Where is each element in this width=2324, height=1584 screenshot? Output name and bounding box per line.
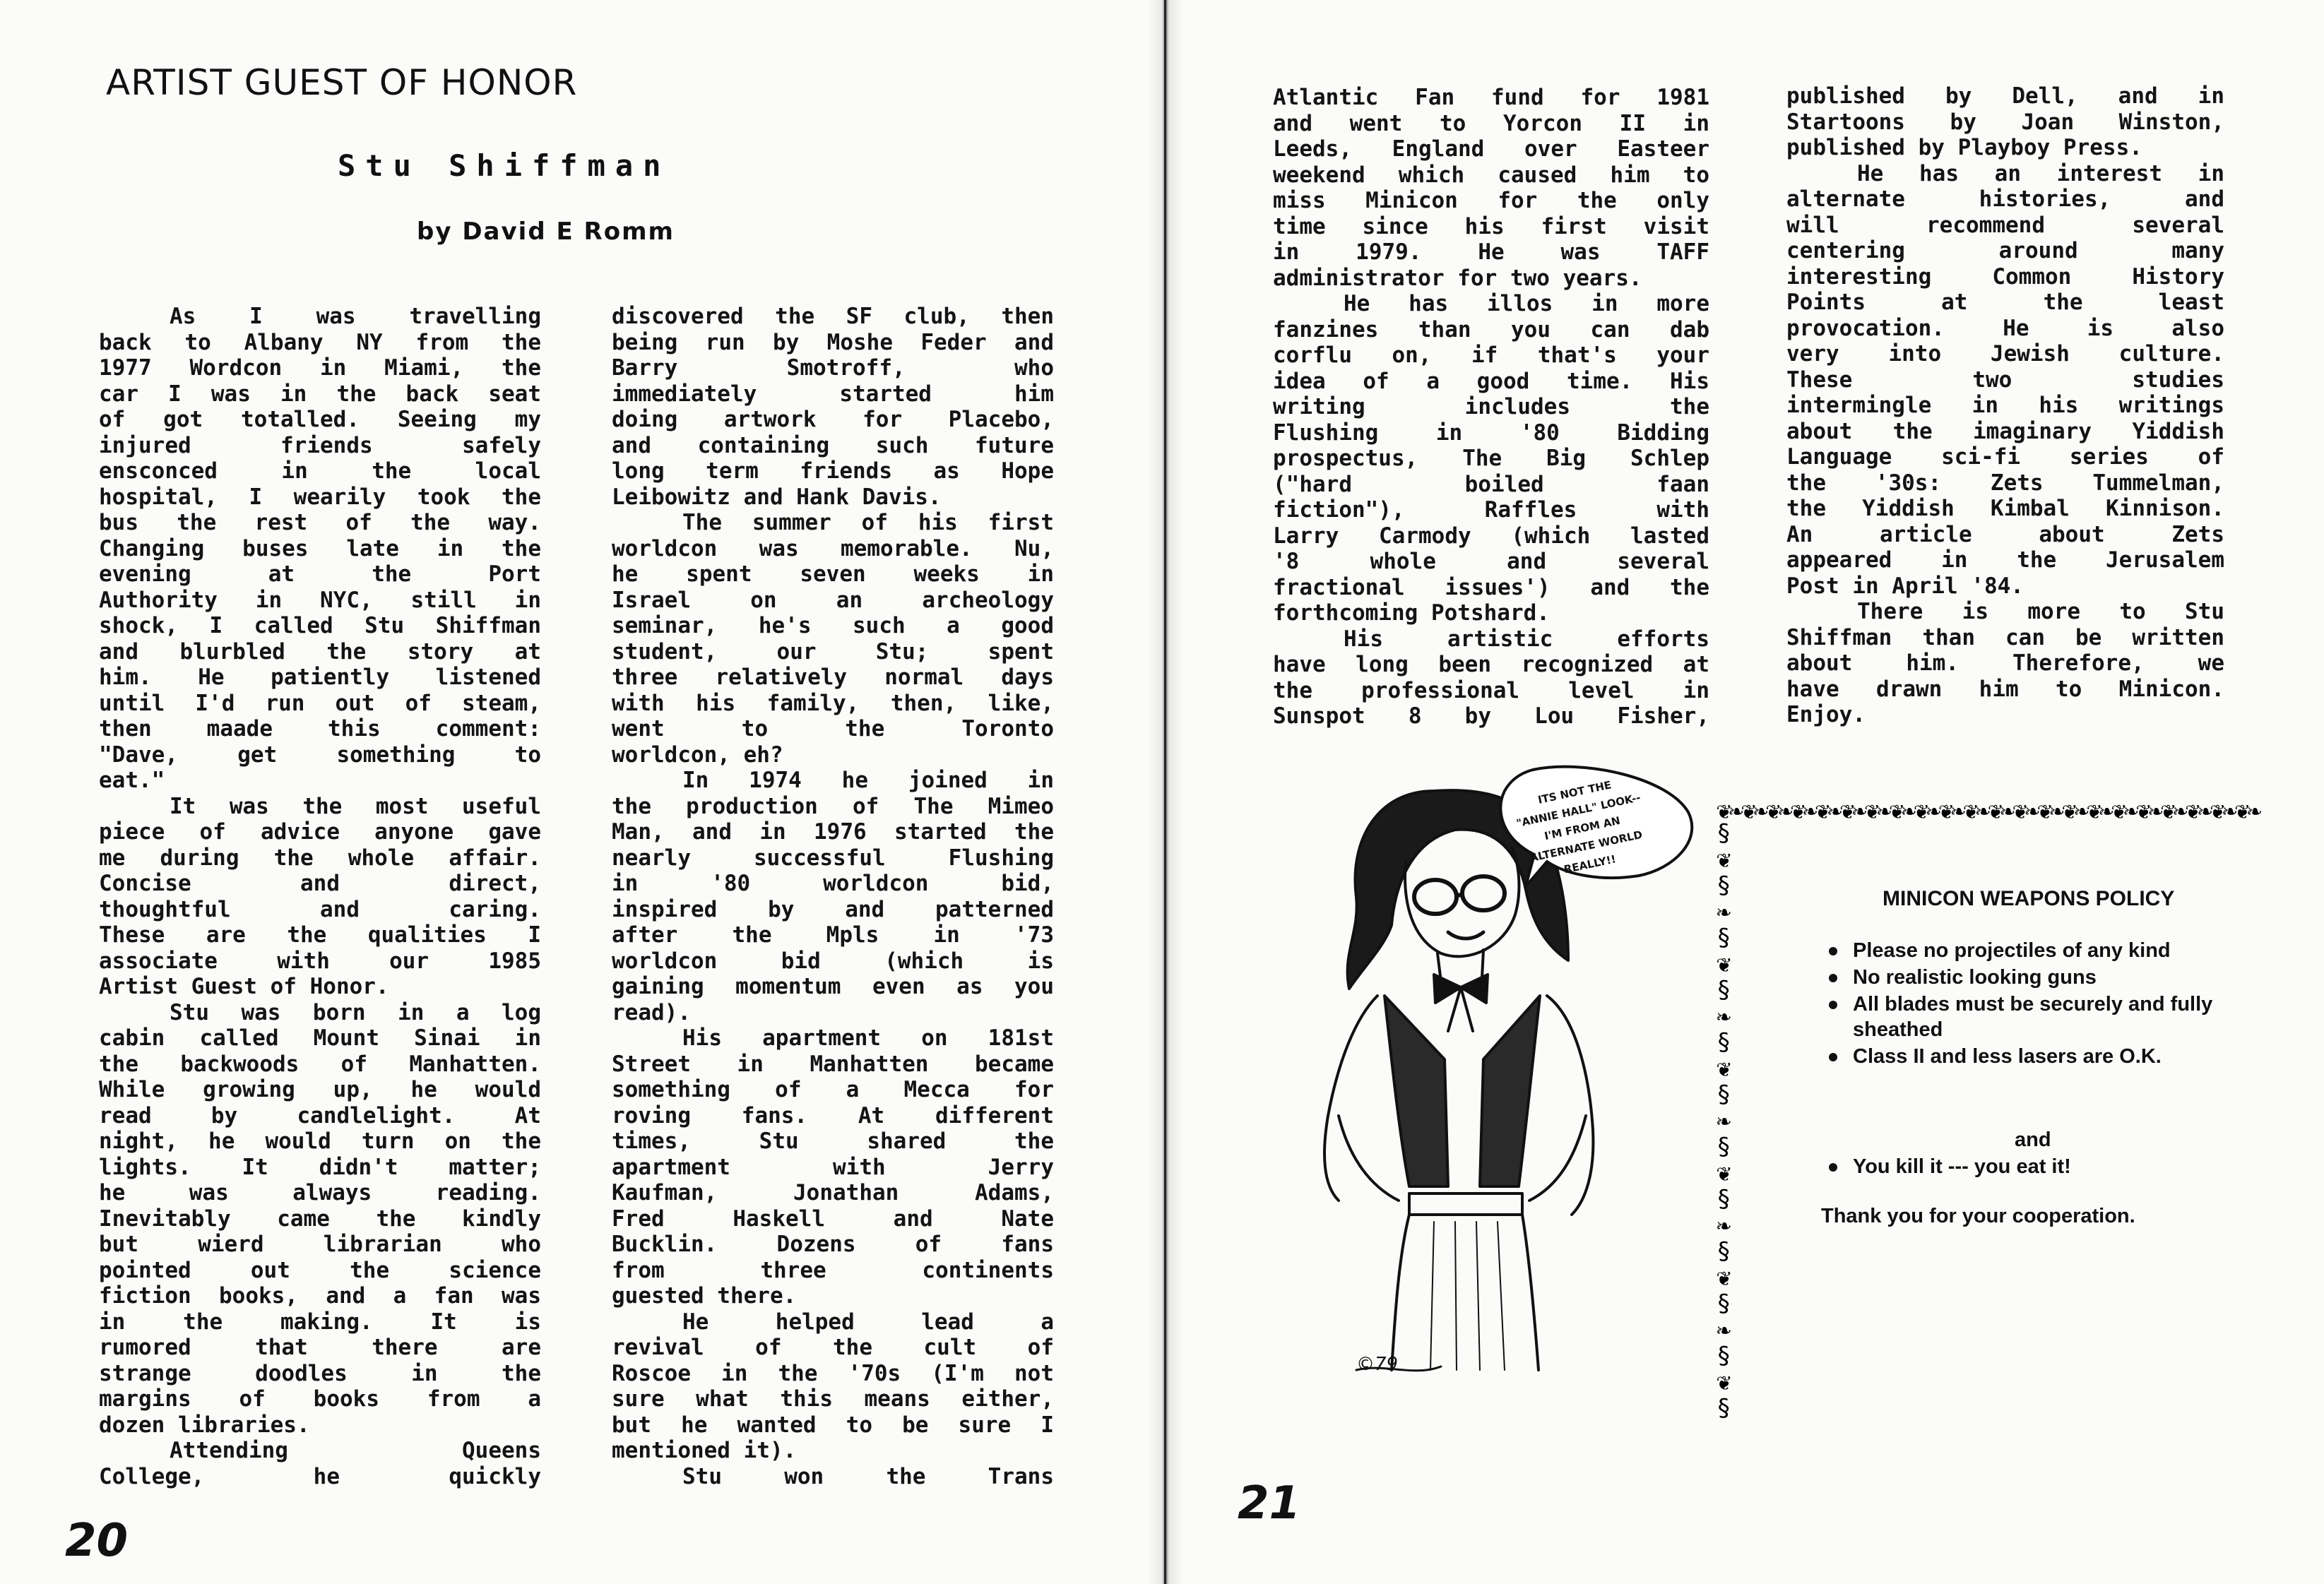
text-line: he was always reading. bbox=[99, 1180, 541, 1205]
text-line: have drawn him to Minicon. bbox=[1786, 676, 2224, 702]
text-line: Bucklin. Dozens of fans bbox=[612, 1232, 1054, 1257]
text-line: rumored that there are bbox=[99, 1335, 541, 1360]
text-line: immediately started him bbox=[612, 381, 1054, 407]
text-line: While growing up, he would bbox=[99, 1077, 541, 1102]
text-line: revival of the cult of bbox=[612, 1335, 1054, 1360]
text-line: went to the Toronto bbox=[612, 716, 1054, 742]
text-line: The summer of his first bbox=[682, 510, 1054, 535]
text-line: writing includes the bbox=[1273, 394, 1709, 419]
text-line: fiction"), Raffles with bbox=[1273, 497, 1709, 523]
bow-tie bbox=[1434, 975, 1488, 1031]
text-line: Changing buses late in the bbox=[99, 535, 541, 561]
text-line: interesting Common History bbox=[1786, 263, 2224, 290]
text-line: Post in April '84. bbox=[1786, 573, 2024, 599]
text-line: idea of a good time. His bbox=[1273, 368, 1709, 394]
text-line: 1977 Wordcon in Miami, the bbox=[99, 355, 541, 381]
text-line: Stu won the Trans bbox=[682, 1463, 1054, 1489]
text-line: the backwoods of Manhatten. bbox=[99, 1051, 541, 1077]
glasses-right-lens bbox=[1462, 876, 1505, 910]
text-line: Flushing in '80 Bidding bbox=[1273, 419, 1709, 446]
text-line: doing artwork for Placebo, bbox=[612, 407, 1054, 432]
text-line: three relatively normal days bbox=[612, 665, 1054, 690]
text-line: Authority in NYC, still in bbox=[99, 587, 541, 613]
text-line: time since his first visit bbox=[1273, 213, 1709, 239]
text-line: alternate histories, and bbox=[1786, 186, 2224, 212]
text-line: the Yiddish Kimbal Kinnison. bbox=[1786, 496, 2224, 521]
text-line: the '30s: Zets Tummelman, bbox=[1786, 470, 2224, 496]
text-line: read by candlelight. At bbox=[99, 1102, 541, 1129]
text-line: Sunspot 8 by Lou Fisher, bbox=[1273, 703, 1709, 729]
text-line: he spent seven weeks in bbox=[612, 561, 1054, 587]
text-line: Leeds, England over Easteer bbox=[1273, 136, 1709, 162]
text-line: me during the whole affair. bbox=[99, 845, 541, 871]
text-line: long term friends as Hope bbox=[612, 458, 1054, 484]
text-line: forthcoming Potshard. bbox=[1273, 600, 1550, 626]
text-line: evening at the Port bbox=[99, 561, 541, 587]
text-line: after the Mpls in '73 bbox=[612, 922, 1054, 948]
text-line: Artist Guest of Honor. bbox=[99, 974, 389, 999]
text-line: Points at the least bbox=[1786, 290, 2224, 315]
text-line: in '80 worldcon bid, bbox=[612, 871, 1054, 896]
text-line: about the imaginary Yiddish bbox=[1786, 418, 2224, 444]
text-line: Kaufman, Jonathan Adams, bbox=[612, 1180, 1054, 1205]
text-line: cabin called Mount Sinai in bbox=[99, 1025, 541, 1051]
text-line: Fred Haskell and Nate bbox=[612, 1205, 1054, 1232]
text-line: back to Albany NY from the bbox=[99, 329, 541, 355]
text-line: student, our Stu; spent bbox=[612, 638, 1054, 665]
text-line: Inevitably came the kindly bbox=[99, 1205, 541, 1232]
text-line: the production of The Mimeo bbox=[612, 793, 1054, 819]
article-subject: Stu Shiffman bbox=[338, 148, 671, 183]
text-line: published by Dell, and in bbox=[1786, 83, 2224, 109]
text-line: nearly successful Flushing bbox=[612, 845, 1054, 871]
text-line: Man, and in 1976 started the bbox=[612, 819, 1054, 845]
policy-item: No realistic looking guns bbox=[1826, 965, 2222, 990]
text-line: dozen libraries. bbox=[99, 1412, 310, 1438]
text-line: associate with our 1985 bbox=[99, 948, 541, 974]
text-line: and went to Yorcon II in bbox=[1273, 110, 1709, 136]
text-line: read). bbox=[612, 999, 691, 1025]
policy-closing: Thank you for your cooperation. bbox=[1821, 1205, 2135, 1227]
text-line: Street in Manhatten became bbox=[612, 1051, 1054, 1077]
text-line: guested there. bbox=[612, 1283, 797, 1309]
text-line: thoughtful and caring. bbox=[99, 896, 541, 922]
text-line: from three continents bbox=[612, 1257, 1054, 1283]
text-line: '8 whole and several bbox=[1273, 549, 1709, 574]
text-line: bus the rest of the way. bbox=[99, 510, 541, 535]
text-line: An article about Zets bbox=[1786, 521, 2224, 547]
text-line: gaining momentum even as you bbox=[612, 974, 1054, 999]
text-line: very into Jewish culture. bbox=[1786, 341, 2224, 367]
text-line: times, Stu shared the bbox=[612, 1129, 1054, 1154]
text-line: until I'd run out of steam, bbox=[99, 690, 541, 716]
byline: by David E Romm bbox=[417, 218, 675, 246]
text-line: Roscoe in the '70s (I'm not bbox=[612, 1360, 1054, 1386]
text-line: with his family, then, like, bbox=[612, 690, 1054, 716]
text-line: margins of books from a bbox=[99, 1386, 541, 1412]
text-line: but he wanted to be sure I bbox=[612, 1412, 1054, 1438]
text-line: him. He patiently listened bbox=[99, 665, 541, 690]
text-line: weekend which caused him to bbox=[1273, 162, 1709, 188]
policy-item: Class II and less lasers are O.K. bbox=[1826, 1044, 2222, 1069]
text-line: prospectus, The Big Schlep bbox=[1273, 446, 1709, 471]
policy-item: Please no projectiles of any kind bbox=[1826, 938, 2222, 963]
text-line: discovered the SF club, then bbox=[612, 304, 1054, 329]
text-line: Leibowitz and Hank Davis. bbox=[612, 484, 942, 510]
text-line: of got totalled. Seeing my bbox=[99, 407, 541, 432]
text-line: Language sci-fi series of bbox=[1786, 444, 2224, 470]
text-column-1 bbox=[99, 304, 541, 1489]
text-line: inspired by and patterned bbox=[612, 896, 1054, 922]
text-line: sure what this means either, bbox=[612, 1386, 1054, 1412]
text-line: provocation. He is also bbox=[1786, 315, 2224, 341]
speech-bubble-text: ITS NOT THE "ANNIE HALL" LOOK-- I'M FROM AN ALTERNATE WORLD REALLY!! bbox=[1515, 778, 1644, 876]
text-line: and containing such future bbox=[612, 432, 1054, 458]
text-line: Concise and direct, bbox=[99, 871, 541, 896]
text-line: seminar, he's such a good bbox=[612, 613, 1054, 638]
text-line: pointed out the science bbox=[99, 1257, 541, 1283]
text-line: about him. Therefore, we bbox=[1786, 650, 2224, 676]
text-line: Israel on an archeology bbox=[612, 587, 1054, 613]
ornamental-border-left: § ❦ § ❧ § ❦ § ❧ § ❦ § ❧ § ❦ § ❧ § ❦ § ❧ § ❦ § bbox=[1717, 821, 1731, 1422]
page-number-right: 21 bbox=[1238, 1477, 1301, 1530]
text-line: These two studies bbox=[1786, 367, 2224, 393]
text-line: centering around many bbox=[1786, 238, 2224, 263]
text-line: ("hard boiled faan bbox=[1273, 471, 1709, 497]
text-line: night, he would turn on the bbox=[99, 1129, 541, 1154]
text-line: administrator for two years. bbox=[1273, 265, 1642, 291]
text-line: shock, I called Stu Shiffman bbox=[99, 613, 541, 638]
text-line: There is more to Stu bbox=[1857, 599, 2224, 624]
section-heading: ARTIST GUEST OF HONOR bbox=[106, 62, 578, 103]
text-line: car I was in the back seat bbox=[99, 381, 541, 407]
text-column-2 bbox=[612, 304, 1054, 1489]
binding-line bbox=[1164, 0, 1166, 1584]
glasses-left-lens bbox=[1414, 880, 1457, 914]
text-line: piece of advice anyone gave bbox=[99, 819, 541, 845]
text-line: corflu on, if that's your bbox=[1273, 343, 1709, 368]
text-line: ensconced in the local bbox=[99, 458, 541, 484]
text-line: In 1974 he joined in bbox=[682, 768, 1054, 793]
policy-item: All blades must be securely and fully sheathed bbox=[1826, 992, 2222, 1042]
text-line: apartment with Jerry bbox=[612, 1154, 1054, 1180]
vest-right bbox=[1480, 996, 1540, 1186]
text-line: College, he quickly bbox=[99, 1463, 541, 1489]
text-line: He helped lead a bbox=[682, 1309, 1054, 1335]
text-line: These are the qualities I bbox=[99, 922, 541, 948]
text-line: worldcon, eh? bbox=[612, 742, 783, 768]
weapons-policy-box bbox=[1717, 797, 2267, 1432]
policy-list bbox=[1826, 938, 2222, 1071]
text-line: fanzines than you can dab bbox=[1273, 316, 1709, 343]
text-line: miss Minicon for the only bbox=[1273, 188, 1709, 213]
policy-title: MINICON WEAPONS POLICY bbox=[1883, 887, 2175, 910]
text-line: His artistic efforts bbox=[1344, 626, 1709, 652]
text-line: intermingle in his writings bbox=[1786, 393, 2224, 418]
text-line: published by Playboy Press. bbox=[1786, 135, 2142, 160]
text-line: Larry Carmody (which lasted bbox=[1273, 523, 1709, 549]
text-line: Atlantic Fan fund for 1981 bbox=[1273, 85, 1709, 110]
text-line: worldcon was memorable. Nu, bbox=[612, 535, 1054, 561]
text-line: will recommend several bbox=[1786, 212, 2224, 238]
text-line: being run by Moshe Feder and bbox=[612, 329, 1054, 355]
policy-conjunction: and bbox=[2015, 1129, 2051, 1151]
text-line: and blurbled the story at bbox=[99, 638, 541, 665]
text-line: Shiffman than can be written bbox=[1786, 624, 2224, 650]
text-line: As I was travelling bbox=[170, 304, 541, 329]
text-line: It was the most useful bbox=[170, 793, 541, 819]
skirt-outline bbox=[1392, 1215, 1539, 1370]
vest-left bbox=[1385, 996, 1448, 1186]
text-line: something of a Mecca for bbox=[612, 1077, 1054, 1102]
text-line: have long been recognized at bbox=[1273, 652, 1709, 677]
belt bbox=[1409, 1193, 1522, 1215]
text-line: the professional level in bbox=[1273, 677, 1709, 703]
ornamental-border-top: ❦❧❦❧❦❧❦❧❦❧❦❧❦❧❦❧❦❧❦❧❦❧❦❧❦❧❦❧❦❧❦❧❦❧❦❧❦❧❦❧❦❧❦❧ bbox=[1717, 797, 2260, 825]
text-line: Startoons by Joan Winston, bbox=[1786, 109, 2224, 135]
text-line: fractional issues') and the bbox=[1273, 574, 1709, 600]
policy-item-final: You kill it --- you eat it! bbox=[1826, 1154, 2222, 1179]
text-line: mentioned it). bbox=[612, 1438, 797, 1463]
text-line: Barry Smotroff, who bbox=[612, 355, 1054, 381]
text-line: He has an interest in bbox=[1857, 160, 2224, 186]
text-line: Enjoy. bbox=[1786, 702, 1866, 727]
text-line: Stu was born in a log bbox=[170, 999, 541, 1025]
text-line: in 1979. He was TAFF bbox=[1273, 239, 1709, 265]
text-column-3 bbox=[1273, 85, 1709, 730]
text-line: "Dave, get something to bbox=[99, 742, 541, 768]
policy-final-list bbox=[1826, 1154, 2222, 1181]
text-line: eat." bbox=[99, 768, 165, 793]
text-line: appeared in the Jerusalem bbox=[1786, 547, 2224, 573]
text-line: strange doodles in the bbox=[99, 1360, 541, 1386]
text-line: but wierd librarian who bbox=[99, 1232, 541, 1257]
page-number-left: 20 bbox=[65, 1515, 129, 1567]
text-column-4 bbox=[1786, 83, 2224, 728]
text-line: roving fans. At different bbox=[612, 1102, 1054, 1129]
text-line: worldcon bid (which is bbox=[612, 948, 1054, 974]
text-line: injured friends safely bbox=[99, 432, 541, 458]
text-line: in the making. It is bbox=[99, 1309, 541, 1335]
text-line: Attending Queens bbox=[170, 1438, 541, 1463]
text-line: He has illos in more bbox=[1344, 291, 1709, 316]
text-line: lights. It didn't matter; bbox=[99, 1154, 541, 1180]
text-line: His apartment on 181st bbox=[682, 1025, 1054, 1051]
text-line: then maade this comment: bbox=[99, 716, 541, 742]
artist-signature: ©79 bbox=[1356, 1354, 1399, 1375]
text-line: fiction books, and a fan was bbox=[99, 1283, 541, 1309]
text-line: hospital, I wearily took the bbox=[99, 484, 541, 510]
smile bbox=[1448, 932, 1483, 939]
